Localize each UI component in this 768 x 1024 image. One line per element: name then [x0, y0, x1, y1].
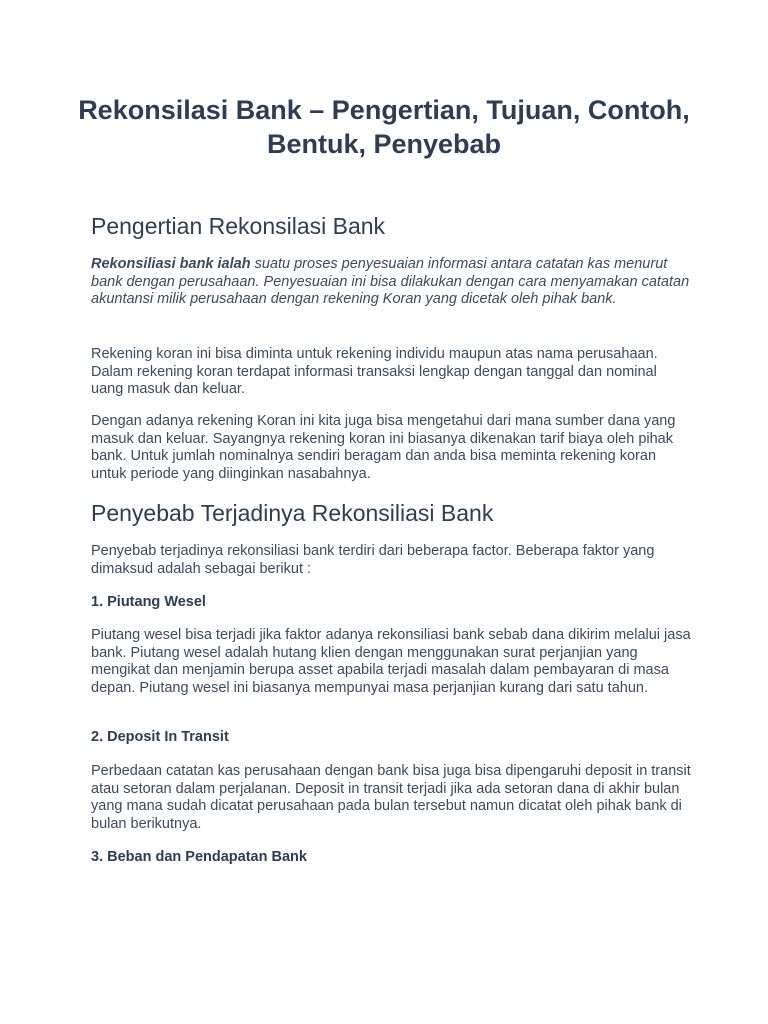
subheading-piutang-wesel: 1. Piutang Wesel: [91, 594, 206, 610]
paragraph-rekening-koran: Rekening koran ini bisa diminta untuk rekening individu maupun atas nama perusahaan. Dalam rekening koran terdapat informasi transaksi lengkap dengan tanggal dan nominal uang masuk dan keluar.: [91, 346, 658, 398]
section-heading-penyebab: Penyebab Terjadinya Rekonsiliasi Bank: [91, 500, 494, 526]
paragraph-piutang-wesel: Piutang wesel bisa terjadi jika faktor adanya rekonsiliasi bank sebab dana dikirim melalui jasa bank. Piutang wesel adalah hutang klien dengan menggunakan surat perjanjian yang mengikat dan menjamin berupa asset apabila terjadi masalah dalam pembayaran di masa depan. Piutang wesel ini biasanya mempunyai masa perjanjian kurang dari satu tahun.: [91, 627, 691, 696]
subheading-beban-pendapatan: 3. Beban dan Pendapatan Bank: [91, 849, 307, 865]
section-heading-pengertian: Pengertian Rekonsilasi Bank: [91, 213, 386, 239]
definition-term: Rekonsiliasi bank ialah: [91, 256, 251, 272]
paragraph-penyebab-intro: Penyebab terjadinya rekonsiliasi bank terdiri dari beberapa factor. Beberapa faktor yang dimaksud adalah sebagai berikut :: [91, 543, 655, 577]
definition-text: suatu proses penyesuaian informasi antara catatan kas menurut bank dengan perusahaan. Penyesuaian ini bisa dilakukan dengan cara menyamakan catatan akuntansi milik perusahaan dengan rekening Koran yang dicetak oleh pihak bank.: [91, 256, 690, 308]
document-title: Rekonsilasi Bank – Pengertian, Tujuan, Contoh, Bentuk, Penyebab: [78, 95, 690, 159]
paragraph-sumber-dana: Dengan adanya rekening Koran ini kita juga bisa mengetahui dari mana sumber dana yang masuk dan keluar. Sayangnya rekening koran ini biasanya dikenakan tarif biaya oleh pihak bank. Untuk jumlah nominalnya sendiri beragam dan anda bisa meminta rekening koran untuk periode yang diinginkan nasabahnya.: [91, 413, 676, 482]
definition-paragraph: [91, 256, 691, 309]
paragraph-deposit-in-transit: Perbedaan catatan kas perusahaan dengan bank bisa juga bisa dipengaruhi deposit in transit atau setoran dalam perjalanan. Deposit in transit terjadi jika ada setoran dana di akhir bulan yang mana sudah dicatat perusahaan pada bulan tersebut namun dicatat oleh pihak bank di bulan berikutnya.: [91, 763, 691, 832]
subheading-deposit-in-transit: 2. Deposit In Transit: [91, 729, 229, 745]
